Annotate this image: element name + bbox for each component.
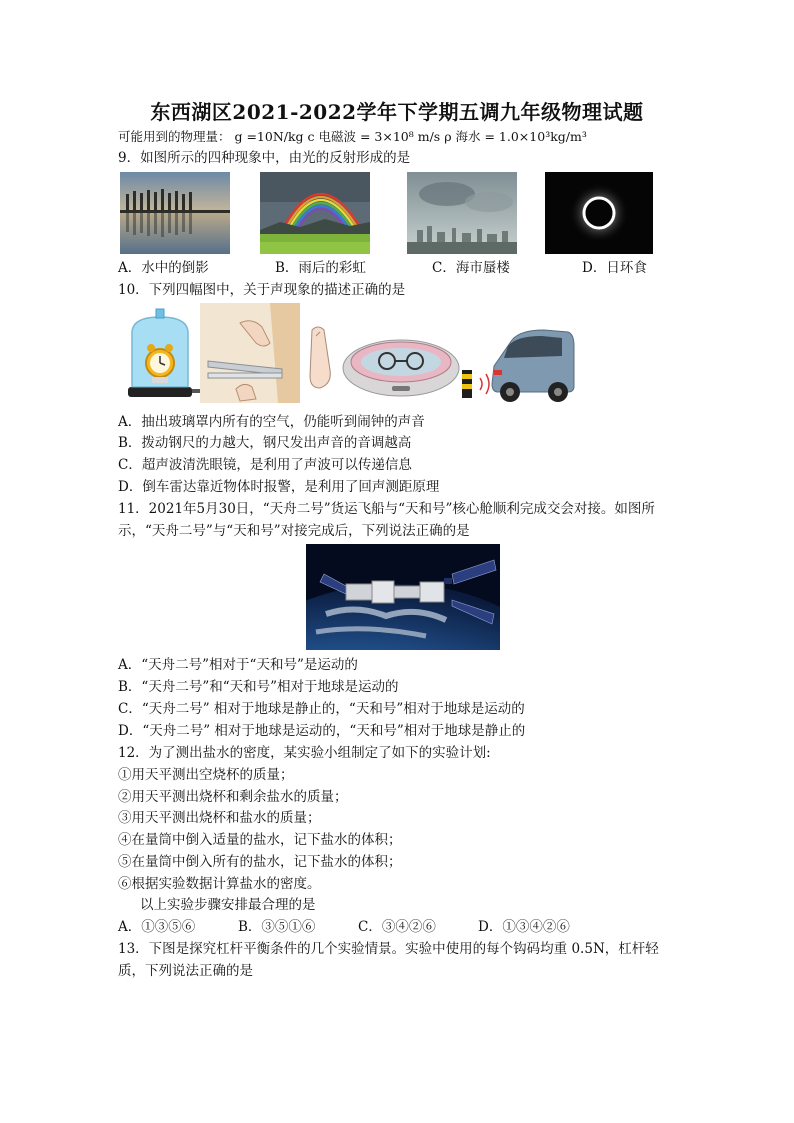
q10-option-d: D．倒车雷达靠近物体时报警，是利用了回声测距原理	[118, 479, 440, 495]
q9-image-mirage	[407, 172, 517, 254]
q9-image-reflection	[120, 172, 230, 254]
q9-option-d: D．日环食	[582, 260, 647, 276]
physical-constants: 可能用到的物理量： g =10N/kg c 电磁波 = 3×10⁸ m/s ρ 海水 = 1.0×10³kg/m³	[118, 129, 587, 144]
q12-option-a: A．①③⑤⑥	[118, 919, 196, 935]
q11-stem-line1: 11．2021年5月30日，“天舟二号”货运飞船与“天和号”核心舱顺利完成交会对接。如图所	[118, 501, 655, 517]
q11-option-b: B．“天舟二号”和“天和号”相对于地球是运动的	[118, 679, 399, 695]
q13-stem-line1: 13．下图是探究杠杆平衡条件的几个实验情景。实验中使用的每个钩码均重 0.5N，杠杆轻	[118, 941, 659, 957]
q9-stem: 9．如图所示的四种现象中，由光的反射形成的是	[118, 150, 411, 166]
q12-stem: 12．为了测出盐水的密度，某实验小组制定了如下的实验计划:	[118, 745, 491, 761]
q12-option-d: D．①③④②⑥	[478, 919, 570, 935]
q12-step-5: ⑤在量筒中倒入所有的盐水，记下盐水的体积；	[118, 854, 402, 870]
page-title: 东西湖区2021-2022学年下学期五调九年级物理试题	[150, 100, 644, 124]
q10-option-c: C．超声波清洗眼镜，是利用了声波可以传递信息	[118, 457, 412, 473]
q10-stem: 10．下列四幅图中，关于声现象的描述正确的是	[118, 282, 406, 298]
q11-option-c: C．“天舟二号” 相对于地球是静止的，“天和号”相对于地球是运动的	[118, 701, 525, 717]
q11-image-spacecraft-docking	[306, 544, 500, 650]
q12-step-4: ④在量筒中倒入适量的盐水，记下盐水的体积；	[118, 832, 402, 848]
q10-option-a: A．抽出玻璃罩内所有的空气，仍能听到闹钟的声音	[118, 414, 425, 430]
q12-option-b: B．③⑤①⑥	[238, 919, 316, 935]
q10-option-b: B．拨动钢尺的力越大，钢尺发出声音的音调越高	[118, 435, 412, 451]
q11-stem-line2: 示，“天舟二号”与“天和号”对接完成后，下列说法正确的是	[118, 523, 470, 539]
q10-image-steel-ruler	[200, 303, 300, 403]
q9-option-a: A．水中的倒影	[118, 260, 209, 276]
q12-option-c: C．③④②⑥	[358, 919, 436, 935]
q11-option-a: A．“天舟二号”相对于“天和号”是运动的	[118, 657, 358, 673]
q12-step-2: ②用天平测出烧杯和剩余盐水的质量；	[118, 789, 348, 805]
q13-stem-line2: 质，下列说法正确的是	[118, 963, 253, 979]
q10-image-reversing-radar	[458, 322, 578, 404]
q10-image-bell-jar	[120, 303, 200, 403]
q12-step-1: ①用天平测出空烧杯的质量；	[118, 767, 294, 783]
q10-image-finger	[302, 320, 342, 400]
q11-option-d: D．“天舟二号” 相对于地球是运动的，“天和号”相对于地球是静止的	[118, 723, 526, 739]
q12-step-3: ③用天平测出烧杯和盐水的质量；	[118, 810, 321, 826]
q12-prompt: 以上实验步骤安排最合理的是	[140, 897, 316, 913]
q9-image-annular-eclipse	[545, 172, 653, 254]
q9-option-b: B．雨后的彩虹	[275, 260, 366, 276]
q9-image-rainbow	[260, 172, 370, 254]
q12-step-6: ⑥根据实验数据计算盐水的密度。	[118, 876, 321, 892]
q10-image-ultrasonic-cleaner	[340, 328, 462, 400]
q9-option-c: C．海市蜃楼	[432, 260, 510, 276]
